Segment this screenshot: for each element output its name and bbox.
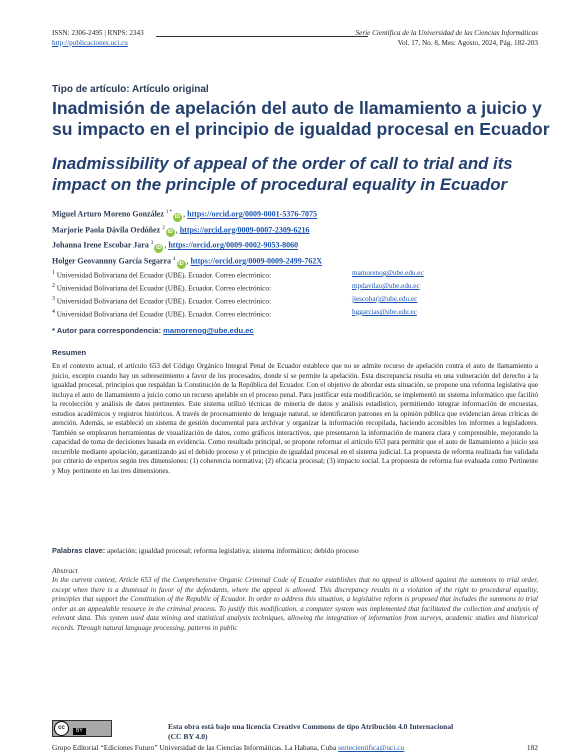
orcid-link[interactable]: https://orcid.org/0009-0009-2499-762X bbox=[190, 256, 323, 266]
author-name: Miguel Arturo Moreno González bbox=[52, 209, 164, 219]
affiliation-item bbox=[52, 281, 542, 294]
author-row: Marjorie Paola Dávila Ordóñez $^2$iD , https://orcid.org/0009-0007-2309-6216 bbox=[52, 225, 310, 236]
author-sup: 1 * bbox=[165, 210, 173, 215]
cc-logo-icon: cc bbox=[54, 721, 69, 736]
affiliation-text: Universidad Bolivariana del Ecuador (UBE). Ecuador. Correo electrónico: bbox=[56, 297, 271, 306]
author-sup: 2 bbox=[162, 225, 165, 231]
footer-email-link[interactable]: seriecientifica@uci.cu bbox=[338, 743, 405, 752]
title-english: Inadmissibility of appeal of the order of call to trial and its impact on the principle of procedural equality in Ecuador bbox=[52, 154, 513, 194]
cc-by-label: BY bbox=[73, 728, 86, 735]
author-sup: 4 bbox=[173, 256, 176, 262]
resumen-heading: Resumen bbox=[52, 348, 87, 357]
affiliation-sup: 4 bbox=[52, 308, 55, 315]
affiliation-text: Universidad Bolivariana del Ecuador (UBE). Ecuador. Correo electrónico: bbox=[56, 284, 271, 293]
corresponding-author bbox=[52, 326, 254, 335]
author-row: Miguel Arturo Moreno González $^{1 *}$iD , https://orcid.org/0009-0001-5376-7075 bbox=[52, 209, 317, 220]
article-type: Tipo de artículo: Artículo original bbox=[52, 84, 209, 95]
orcid-link[interactable]: https://orcid.org/0009-0001-5376-7075 bbox=[187, 209, 317, 219]
keywords-label: Palabras clave: bbox=[52, 546, 106, 555]
affiliation-item bbox=[52, 307, 542, 320]
journal-url-link[interactable]: http://publicaciones.uci.cu bbox=[52, 39, 128, 47]
orcid-icon[interactable]: iD bbox=[156, 244, 162, 251]
orcid-icon[interactable]: iD bbox=[178, 260, 184, 267]
abstract-heading: Abstract bbox=[52, 566, 78, 575]
publisher-text: Grupo Editorial “Ediciones Futuro” Universidad de las Ciencias Informáticas. La Habana, Cuba bbox=[52, 743, 337, 752]
header-rule bbox=[156, 36, 368, 37]
author-name: Johanna Irene Escobar Jara bbox=[52, 240, 149, 250]
cc-license-badge[interactable] bbox=[52, 720, 112, 737]
affiliation-email-link[interactable]: mpdavilao@ube.edu.ec bbox=[352, 281, 420, 290]
keywords-text: apelación; igualdad procesal; reforma legislativa; sistema informático; debido proceso bbox=[106, 546, 359, 555]
affiliation-text: Universidad Bolivariana del Ecuador (UBE). Ecuador. Correo electrónico: bbox=[56, 310, 271, 319]
affiliation-email-link[interactable]: jiescobarj@ube.edu.ec bbox=[352, 294, 418, 303]
license-line-2: (CC BY 4.0) bbox=[168, 731, 208, 741]
issn-text: ISSN: 2306-2495 | RNPS: 2343 bbox=[52, 29, 144, 37]
orcid-link[interactable]: https://orcid.org/0009-0007-2309-6216 bbox=[179, 225, 310, 235]
author-name: Holger Geovannny García Segarra bbox=[52, 256, 172, 266]
correspondence-label: * Autor para correspondencia: bbox=[52, 326, 162, 335]
affiliation-item bbox=[52, 268, 542, 281]
author-row: Holger Geovannny García Segarra $^4$iD , https://orcid.org/0009-0009-2499-762X bbox=[52, 256, 323, 267]
journal-name: Serie Científica de la Universidad de las Ciencias Informáticas bbox=[355, 29, 538, 37]
affiliation-text: Universidad Bolivariana del Ecuador (UBE). Ecuador. Correo electrónico: bbox=[56, 271, 271, 280]
orcid-icon[interactable]: iD bbox=[174, 213, 181, 220]
affiliation-list bbox=[52, 268, 542, 320]
abstract-text: In the current context, Article 653 of the Comprehensive Organic Criminal Code of Ecuador establishes that no appeal is allowed against the summons to trial order, except when there is a dismissal in favor of the defendants, where the appeal is allowed. This discrepancy results in a violation of the right to procedural equality, principles that support the Constitution of the Republic of Ecuador. In order to address this situation, a legislative reform is proposed that includes the summons to trial order as an appealable resource in the criminal process. To justify this modification, a computer system was implemented that facilitated the collection and analysis of relevant data. This system used data mining and statistical analysis techniques, allowing the integration of information from surveys, academic studies and historical records. Through natural language processing, patterns in public bbox=[52, 576, 538, 632]
author-sup: 3 bbox=[150, 241, 154, 247]
orcid-link[interactable]: https://orcid.org/0009-0002-9053-8060 bbox=[168, 240, 299, 250]
affiliation-email-link[interactable]: hggarcias@ube.edu.ec bbox=[352, 307, 417, 316]
orcid-icon[interactable]: iD bbox=[167, 229, 173, 236]
title-spanish: Inadmisión de apelación del auto de llamamiento a juicio y su impacto en el principio de igualdad procesal en Ecuador bbox=[52, 98, 550, 139]
volume-info: Vol. 17, No. 8, Mes: Agosto, 2024, Pág. 182-203 bbox=[397, 39, 538, 47]
page-footer bbox=[52, 743, 538, 752]
license-text bbox=[168, 722, 453, 741]
affiliation-sup: 3 bbox=[52, 295, 55, 302]
correspondence-email-link[interactable]: mamorenog@ube.edu.ec bbox=[163, 326, 254, 335]
affiliation-sup: 2 bbox=[52, 282, 55, 289]
affiliation-sup: 1 bbox=[52, 270, 55, 276]
affiliation-item bbox=[52, 294, 542, 307]
author-row: Johanna Irene Escobar Jara $^3$iD , https://orcid.org/0009-0002-9053-8060 bbox=[52, 240, 299, 251]
resumen-text: En el contexto actual, el artículo 653 del Código Orgánico Integral Penal de Ecuador establece que no se admite recurso de apelación contra el auto de llamamiento a juicio, excepto cuando hay un sobreseimiento a favor de los procesados, donde sí se permite la apelación. Esta discrepancia resulta en una vulneración del derecho a la igualdad procesal, principios que respaldan la Constitución de la República del Ecuador. Con el objetivo de abordar esta situación, se propone una reforma legislativa que incluya el auto de llamamiento a juicio como un recurso apelable en el proceso penal. Para justificar esta modificación, se implementó un sistema informático que facilitó la recolección y análisis de datos pertinentes. Este sistema utilizó técnicas de minería de datos y análisis estadístico, permitiendo integrar información de encuestas, estudios académicos y registros históricos. A través de procesamiento de lenguaje natural, se identificaron patrones en la opinión pública que evidencian áreas críticas de atención. Además, se estableció un sistema de gestión documental para archivar y organizar la información recopilada, haciendo accesibles los informes a legisladores. También se emplearon herramientas de visualización de datos, como gráficos interactivos, que presentaron la información de manera clara y comprensible, mejorando la capacidad de toma de decisiones basada en evidencia. Como resultado principal, se propone reformar el artículo 653 para permitir que el auto de llamamiento a juicio sea recurrible mediante apelación, garantizando así el debido proceso y el principio de igualdad procesal en el sistema judicial. La propuesta de reforma realizada fue validada por criterio de expertos según tres dimensiones: (1) coherencia normativa; (2) eficacia procesal; (3) impacto social. La propuesta de reforma fue evaluada como Pertinente y Muy pertinente en las tres dimensiones. bbox=[52, 362, 538, 476]
author-name: Marjorie Paola Dávila Ordóñez bbox=[52, 225, 161, 235]
author-list bbox=[52, 206, 542, 269]
keywords bbox=[52, 546, 538, 555]
affiliation-email-link[interactable]: mamorenog@ube.edu.ec bbox=[352, 269, 424, 277]
license-line-1: Esta obra está bajo una licencia Creative Commons de tipo Atribución 4.0 Internacional bbox=[168, 722, 454, 731]
page-number: 182 bbox=[526, 743, 538, 752]
